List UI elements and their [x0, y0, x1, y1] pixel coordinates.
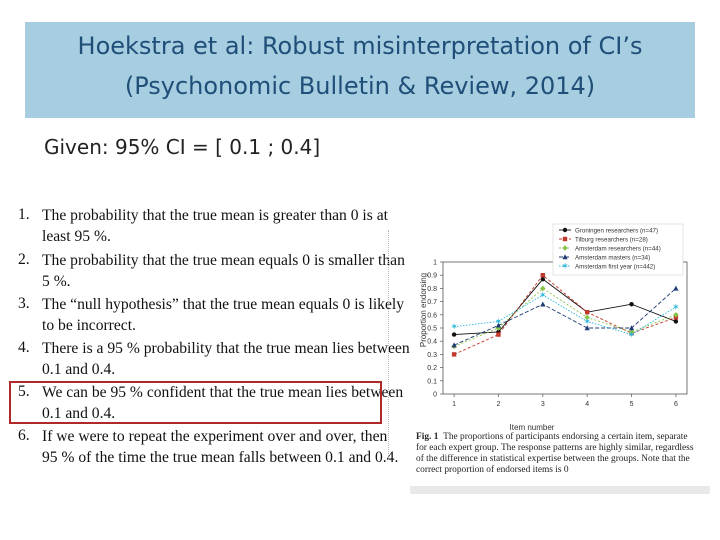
data-point: [674, 319, 678, 323]
y-tick-label: 0.1: [427, 378, 437, 386]
data-point: [541, 277, 545, 281]
slide-title-line-1: Hoekstra et al: Robust misinterpretation of CI’s: [77, 32, 643, 60]
data-point: [540, 301, 545, 306]
data-point: ✶: [583, 316, 591, 327]
x-tick-label: 2: [496, 401, 501, 408]
scan-edge-strip: [410, 486, 710, 494]
given-statement: Given: 95% CI = [ 0.1 ; 0.4]: [44, 135, 321, 159]
y-axis-label: Proportion endorsing: [419, 272, 428, 348]
series-line: [454, 275, 676, 354]
statement-line: The “null hypothesis” that the true mean equals 0 is likely: [42, 296, 405, 313]
legend-entry: Amsterdam masters (n=34): [575, 254, 651, 262]
y-tick-label: 0.6: [427, 312, 437, 320]
data-point: [451, 342, 456, 347]
plot-frame: [443, 262, 687, 394]
legend-entry: Amsterdam first year (n=442): [575, 263, 656, 271]
statement-number: 5.: [18, 383, 30, 400]
y-tick-label: 0.8: [427, 285, 437, 293]
statement-line: 95 % of the time the true mean falls between 0.1 and 0.4.: [42, 449, 399, 466]
legend-entry: Groningen researchers (n=47): [575, 227, 659, 235]
statement-number: 2.: [18, 251, 30, 268]
data-point: ✶: [539, 290, 547, 300]
chart-legend: [553, 224, 683, 275]
statement-line: We can be 95 % confident that the true mean lies between: [42, 384, 404, 401]
series-5: [450, 290, 679, 340]
x-axis-label: Item number: [509, 423, 555, 432]
series-line: [454, 279, 676, 334]
slide-title-line-2: (Psychonomic Bulletin & Review, 2014): [124, 72, 596, 100]
statement-line: 5 %.: [42, 273, 71, 290]
statement-line: 0.1 and 0.4.: [42, 405, 116, 422]
legend-entry: Amsterdam researchers (n=44): [575, 245, 661, 253]
caption-line: correct proportion of endorsed items is 0: [416, 465, 569, 475]
x-tick-label: 6: [673, 401, 678, 408]
statement-line: least 95 %.: [42, 228, 111, 245]
series-1: [452, 277, 678, 337]
caption-line: of the difference in statistical expertise between the groups. Note that the: [416, 454, 690, 464]
x-tick-label: 4: [585, 401, 590, 408]
y-tick-label: 0.2: [427, 365, 437, 373]
legend-entry: Tilburg researchers (n=28): [575, 236, 648, 244]
y-tick-label: 0: [433, 391, 437, 399]
series-line: [454, 295, 676, 335]
caption-line: for each expert group. The response patterns are highly similar, regardless: [416, 443, 694, 453]
data-point: ✶: [561, 261, 569, 271]
data-point: ✶: [627, 329, 636, 340]
data-point: ✶: [672, 301, 680, 312]
y-tick-label: 0.4: [427, 338, 437, 346]
x-tick-label: 1: [452, 401, 457, 408]
data-point: [629, 302, 633, 306]
statement-line: There is a 95 % probability that the true mean lies between: [42, 340, 410, 357]
data-point: [496, 332, 500, 336]
data-point: [541, 273, 545, 277]
y-tick-label: 0.3: [427, 351, 437, 359]
x-tick-label: 3: [540, 401, 545, 408]
y-tick-label: 1: [433, 259, 437, 267]
scan-artifact-divider: [388, 230, 393, 460]
title-banner: [25, 22, 695, 118]
y-tick-label: 0.9: [427, 272, 437, 280]
statement-number: 3.: [18, 295, 30, 312]
data-point: [673, 286, 678, 291]
statement-number: 6.: [18, 427, 30, 444]
statement-line: If we were to repeat the experiment over and over, then: [42, 428, 388, 445]
statement-5-highlight-box: [9, 381, 382, 424]
statement-line: The probability that the true mean equals 0 is smaller than: [42, 252, 405, 269]
statement-line: to be incorrect.: [42, 317, 136, 334]
y-tick-label: 0.7: [427, 299, 437, 307]
series-2: [452, 273, 678, 357]
x-tick-label: 5: [629, 401, 634, 408]
statement-number: 1.: [18, 206, 30, 223]
data-point: [452, 332, 456, 336]
data-point: ✶: [450, 321, 458, 332]
statement-number: 4.: [18, 339, 30, 356]
caption-line: The proportions of participants endorsing a certain item, separate: [443, 432, 688, 442]
statement-line: 0.1 and 0.4.: [42, 361, 116, 378]
series-line: [454, 288, 676, 345]
statement-line: The probability that the true mean is greater than 0 is at: [42, 207, 388, 224]
series-4: [451, 286, 678, 348]
y-tick-label: 0.5: [427, 325, 437, 333]
figure-label: Fig. 1: [416, 432, 439, 442]
data-point: [452, 352, 456, 356]
data-point: [563, 237, 567, 241]
figure-caption: [416, 432, 716, 476]
data-point: [563, 228, 567, 232]
series-layer: [450, 273, 679, 357]
data-point: ✶: [494, 316, 503, 327]
series-line: [454, 288, 676, 346]
data-point: [585, 310, 589, 314]
